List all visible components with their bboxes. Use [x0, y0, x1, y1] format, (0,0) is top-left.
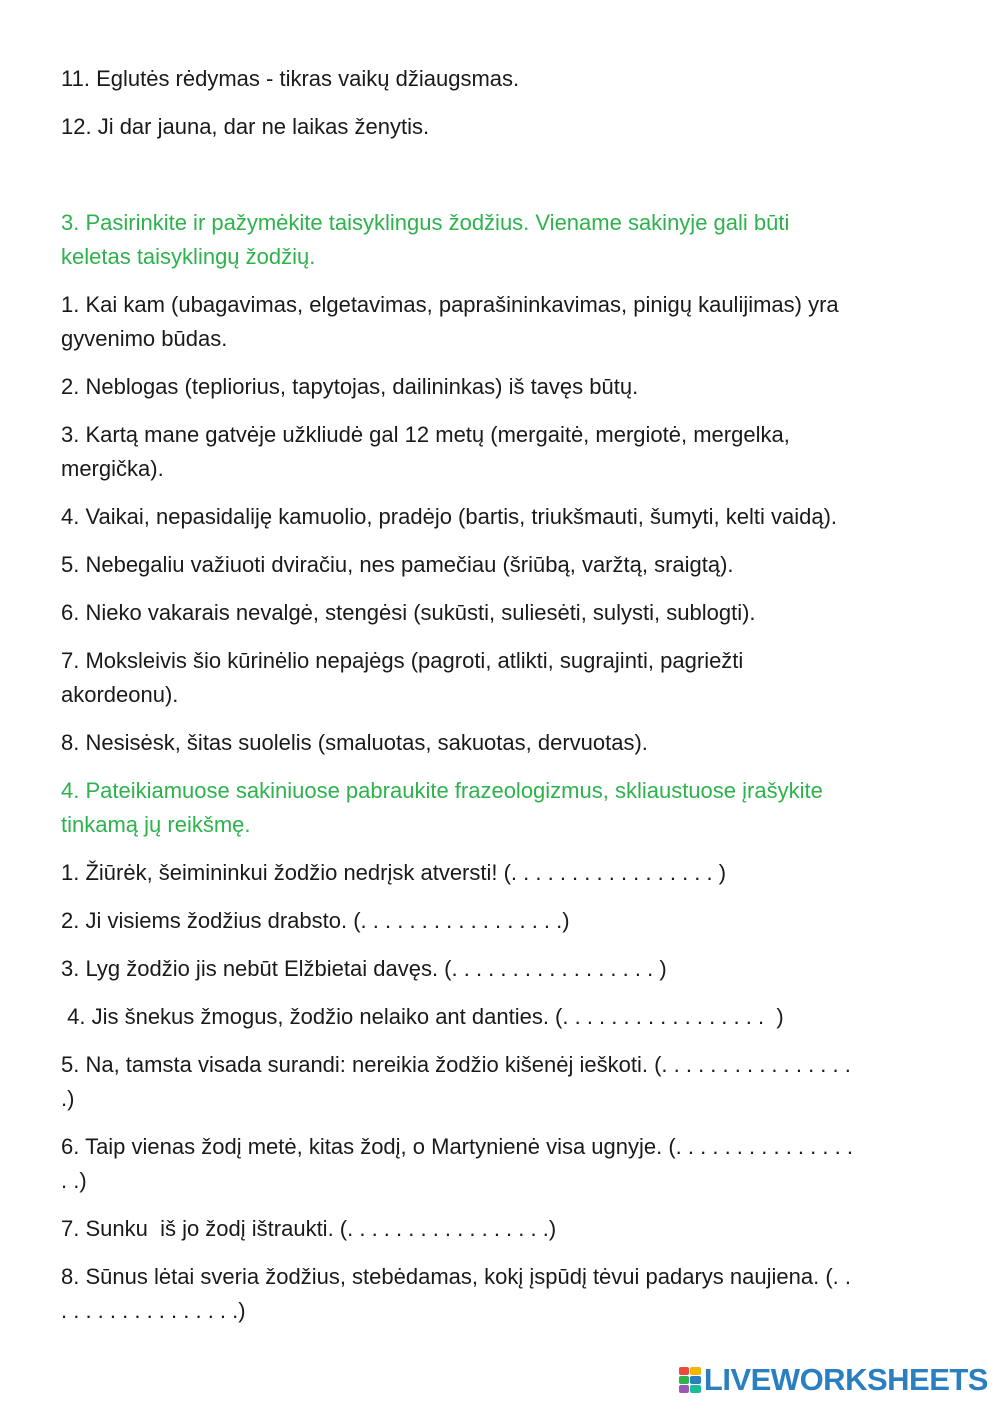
liveworksheets-logo[interactable] [679, 1362, 988, 1398]
item-line: 7. Sunku iš jo žodį ištraukti. (. . . . . . . . . . . . . . . . .) [61, 1216, 557, 1241]
item-line: 8. Nesisėsk, šitas suolelis (smaluotas, sakuotas, dervuotas). [61, 730, 648, 755]
item-line: 1. Žiūrėk, šeimininkui žodžio nedrįsk atversti! (. . . . . . . . . . . . . . . . . ) [61, 860, 727, 885]
list-item [61, 418, 941, 486]
section-4 [61, 774, 941, 1328]
list-item [61, 500, 941, 534]
list-item [61, 952, 941, 986]
list-item [61, 1048, 941, 1116]
item-line: 6. Taip vienas žodį metė, kitas žodį, o Martynienė visa ugnyje. (. . . . . . . . . . . . . . . [61, 1134, 853, 1159]
section-3 [61, 206, 941, 760]
list-item [61, 1212, 941, 1246]
item-line: 3. Kartą mane gatvėje užkliudė gal 12 metų (mergaitė, mergiotė, mergelka, [61, 422, 790, 447]
item-line: akordeonu). [61, 682, 179, 707]
list-item [61, 856, 941, 890]
item-line: 3. Lyg žodžio jis nebūt Elžbietai davęs. (. . . . . . . . . . . . . . . . . ) [61, 956, 667, 981]
section-prev [61, 62, 941, 144]
list-item [61, 1260, 941, 1328]
list-item: 12. Ji dar jauna, dar ne laikas ženytis. [61, 114, 430, 139]
item-line: 7. Moksleivis šio kūrinėlio nepajėgs (pagroti, atlikti, sugrajinti, pagriežti [61, 648, 744, 673]
brand-name: LIVEWORKSHEETS [703, 1362, 988, 1397]
heading-line: 4. Pateikiamuose sakiniuose pabraukite frazeologizmus, skliaustuose įrašykite [61, 778, 823, 803]
item-line: 2. Neblogas (tepliorius, tapytojas, dailininkas) iš tavęs būtų. [61, 374, 639, 399]
section-3-heading [61, 206, 941, 274]
heading-line: 3. Pasirinkite ir pažymėkite taisyklingus žodžius. Viename sakinyje gali būti [61, 210, 790, 235]
item-line: 8. Sūnus lėtai sveria žodžius, stebėdamas, kokį įspūdį tėvui padarys naujiena. (. . [61, 1264, 851, 1289]
list-item [61, 596, 941, 630]
list-item [61, 548, 941, 582]
item-line: 4. Jis šnekus žmogus, žodžio nelaiko ant danties. (. . . . . . . . . . . . . . . . . ) [61, 1004, 784, 1029]
list-item [61, 288, 941, 356]
list-item [61, 644, 941, 712]
item-line: 5. Nebegaliu važiuoti dviračiu, nes pamečiau (šriūbą, varžtą, sraigtą). [61, 552, 734, 577]
item-line: . . . . . . . . . . . . . . .) [61, 1298, 246, 1323]
list-item [61, 1130, 941, 1198]
list-item [61, 1000, 941, 1034]
worksheet-page [61, 62, 941, 1342]
section-4-heading [61, 774, 941, 842]
item-line: 1. Kai kam (ubagavimas, elgetavimas, paprašininkavimas, pinigų kaulijimas) yra [61, 292, 839, 317]
item-line: . .) [61, 1168, 87, 1193]
heading-line: keletas taisyklingų žodžių. [61, 244, 316, 269]
item-line: gyvenimo būdas. [61, 326, 228, 351]
item-line: 6. Nieko vakarais nevalgė, stengėsi (sukūsti, suliesėti, sulysti, sublogti). [61, 600, 756, 625]
item-line: 4. Vaikai, nepasidaliję kamuolio, pradėjo (bartis, triukšmauti, šumyti, kelti vaidą). [61, 504, 838, 529]
list-item [61, 370, 941, 404]
list-item [61, 726, 941, 760]
item-line: .) [61, 1086, 75, 1111]
heading-line: tinkamą jų reikšmę. [61, 812, 251, 837]
liveworksheets-logo-icon [679, 1367, 701, 1393]
item-line: 2. Ji visiems žodžius drabsto. (. . . . . . . . . . . . . . . . .) [61, 908, 570, 933]
item-line: mergička). [61, 456, 164, 481]
list-item [61, 904, 941, 938]
item-line: 5. Na, tamsta visada surandi: nereikia žodžio kišenėj ieškoti. (. . . . . . . . . . . . . . . . [61, 1052, 851, 1077]
list-item: 11. Eglutės rėdymas - tikras vaikų džiaugsmas. [61, 66, 520, 91]
